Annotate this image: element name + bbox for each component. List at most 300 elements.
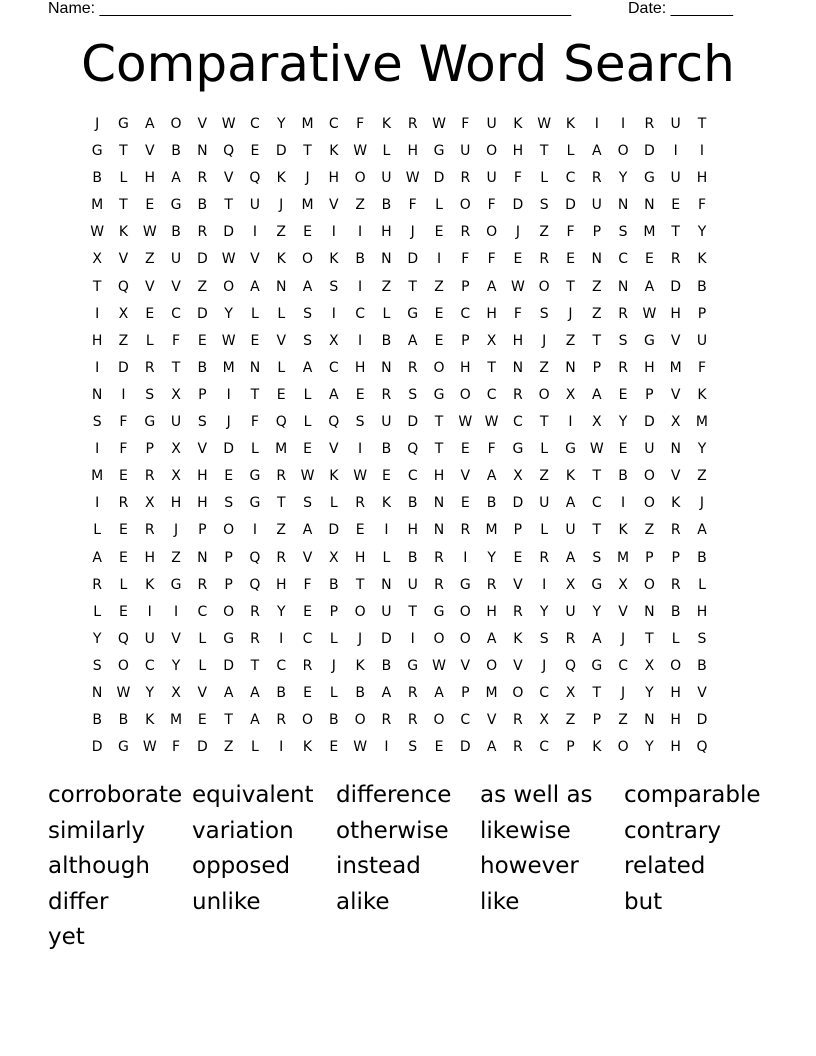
grid-letter: I: [147, 603, 152, 620]
grid-letter: P: [224, 576, 233, 593]
grid-letter: B: [381, 657, 392, 674]
grid-letter: B: [670, 603, 681, 620]
grid-letter: E: [276, 386, 286, 403]
grid-letter: I: [95, 495, 100, 512]
grid-letter: A: [250, 278, 260, 295]
grid-letter: K: [276, 251, 286, 268]
grid-letter: S: [224, 495, 234, 512]
grid-letter: I: [226, 386, 231, 403]
grid-letter: B: [197, 197, 208, 214]
grid-letter: V: [171, 278, 181, 295]
grid-letter: R: [618, 359, 628, 376]
grid-letter: H: [670, 739, 681, 756]
grid-letter: J: [542, 657, 547, 674]
grid-letter: D: [196, 251, 208, 268]
grid-letter: Z: [539, 224, 549, 241]
grid-letter: L: [382, 549, 391, 566]
grid-letter: Z: [276, 522, 287, 539]
grid-letter: R: [670, 522, 681, 539]
grid-letter: D: [328, 522, 340, 539]
grid-letter: V: [302, 549, 313, 566]
grid-letter: R: [197, 224, 208, 241]
grid-letter: J: [95, 116, 100, 132]
grid-letter: H: [644, 359, 655, 376]
grid-letter: E: [224, 468, 234, 485]
word-bank-item: although: [48, 853, 150, 879]
grid-letter: Z: [591, 305, 602, 322]
grid-letter: Z: [697, 468, 707, 485]
grid-letter: F: [356, 116, 365, 132]
grid-letter: W: [353, 468, 368, 485]
grid-letter: H: [512, 332, 524, 349]
grid-letter: W: [116, 684, 131, 701]
grid-letter: E: [303, 684, 312, 701]
grid-letter: E: [434, 739, 444, 756]
grid-letter: E: [513, 251, 523, 268]
grid-letter: Y: [145, 684, 155, 701]
word-bank-item: but: [624, 888, 663, 915]
grid-letter: M: [669, 359, 682, 376]
grid-letter: L: [198, 630, 207, 647]
grid-letter: U: [486, 170, 497, 187]
grid-letter: K: [118, 224, 129, 241]
grid-letter: Z: [591, 278, 602, 295]
grid-letter: V: [329, 441, 339, 458]
grid-letter: L: [329, 495, 338, 512]
grid-letter: Q: [696, 739, 708, 756]
grid-letter: A: [592, 143, 602, 160]
grid-letter: L: [198, 657, 207, 674]
grid-letter: C: [144, 657, 155, 674]
grid-letter: B: [381, 197, 392, 214]
grid-letter: P: [645, 549, 654, 566]
grid-letter: R: [355, 495, 365, 512]
grid-letter: I: [331, 305, 336, 322]
grid-letter: D: [223, 657, 235, 674]
grid-letter: D: [670, 278, 682, 295]
grid-letter: G: [223, 630, 235, 647]
grid-letter: S: [303, 495, 312, 512]
grid-letter: N: [91, 386, 103, 403]
word-bank-item: variation: [192, 817, 294, 844]
grid-letter: B: [697, 549, 707, 566]
grid-letter: Z: [276, 224, 287, 241]
grid-letter: B: [381, 441, 392, 458]
grid-letter: F: [697, 359, 706, 376]
grid-letter: U: [670, 116, 681, 132]
grid-letter: S: [539, 197, 549, 214]
grid-letter: M: [695, 414, 709, 431]
grid-letter: O: [643, 576, 655, 593]
grid-letter: T: [697, 116, 707, 132]
grid-letter: R: [618, 305, 628, 322]
grid-letter: H: [381, 224, 392, 241]
grid-letter: B: [92, 712, 102, 729]
grid-letter: P: [592, 359, 602, 376]
word-bank-item: equivalent: [192, 782, 314, 808]
grid-letter: A: [486, 468, 497, 485]
grid-letter: H: [328, 170, 340, 187]
grid-letter: M: [169, 712, 183, 729]
word-bank-item: as well as: [480, 782, 593, 808]
grid-letter: Z: [197, 278, 208, 295]
grid-letter: S: [618, 224, 628, 241]
grid-letter: T: [645, 630, 654, 647]
grid-letter: W: [458, 414, 473, 431]
word-bank-item: differ: [48, 888, 109, 915]
grid-letter: Z: [223, 739, 234, 756]
grid-letter: V: [223, 170, 234, 187]
grid-letter: V: [118, 251, 129, 268]
grid-letter: L: [540, 170, 549, 187]
grid-letter: Q: [249, 576, 261, 593]
grid-letter: K: [513, 116, 523, 132]
grid-letter: R: [670, 251, 681, 268]
grid-letter: L: [698, 576, 706, 593]
grid-letter: L: [119, 170, 128, 187]
grid-letter: B: [618, 468, 628, 485]
grid-letter: I: [384, 739, 389, 756]
grid-letter: K: [671, 495, 681, 512]
grid-letter: G: [249, 495, 261, 512]
grid-letter: I: [358, 332, 363, 349]
grid-letter: I: [384, 522, 389, 539]
grid-letter: P: [224, 549, 233, 566]
grid-letter: V: [460, 657, 471, 674]
grid-letter: J: [305, 170, 310, 187]
grid-letter: I: [673, 143, 678, 160]
header-line: [48, 0, 748, 20]
grid-letter: E: [434, 305, 444, 322]
grid-letter: T: [119, 143, 128, 160]
grid-letter: T: [224, 712, 233, 729]
grid-letter: O: [643, 468, 655, 485]
grid-letter: E: [145, 305, 155, 322]
grid-letter: E: [250, 332, 260, 349]
grid-letter: R: [118, 495, 129, 512]
grid-letter: G: [565, 441, 576, 458]
grid-letter: C: [460, 305, 471, 322]
grid-letter: G: [407, 305, 419, 322]
grid-letter: O: [433, 630, 445, 647]
grid-letter: E: [329, 739, 339, 756]
grid-letter: G: [144, 414, 156, 431]
grid-letter: Y: [276, 603, 286, 620]
grid-letter: K: [329, 468, 339, 485]
grid-letter: W: [432, 116, 446, 132]
grid-letter: E: [381, 468, 391, 485]
grid-letter: Q: [117, 278, 129, 295]
grid-letter: E: [303, 224, 312, 241]
grid-letter: M: [222, 359, 235, 376]
grid-letter: P: [329, 603, 339, 620]
grid-letter: K: [145, 712, 155, 729]
grid-letter: E: [513, 549, 523, 566]
grid-letter: G: [407, 657, 419, 674]
grid-letter: T: [355, 576, 365, 593]
grid-letter: P: [592, 224, 602, 241]
grid-letter: I: [121, 386, 126, 403]
grid-letter: F: [513, 170, 522, 187]
grid-letter: R: [407, 116, 418, 132]
grid-letter: F: [119, 441, 128, 458]
grid-letter: K: [145, 576, 155, 593]
grid-letter: A: [592, 386, 602, 403]
grid-letter: E: [303, 603, 312, 620]
grid-letter: E: [644, 251, 654, 268]
grid-letter: S: [197, 414, 207, 431]
grid-letter: D: [223, 441, 235, 458]
grid-letter: P: [461, 684, 470, 701]
grid-letter: H: [460, 359, 471, 376]
grid-letter: C: [407, 468, 418, 485]
grid-letter: H: [486, 305, 497, 322]
grid-letter: O: [354, 603, 366, 620]
grid-letter: E: [434, 224, 444, 241]
grid-letter: U: [565, 522, 576, 539]
grid-letter: L: [251, 305, 259, 322]
grid-letter: X: [171, 386, 181, 403]
grid-letter: A: [250, 684, 260, 701]
grid-letter: X: [670, 414, 681, 431]
grid-letter: V: [618, 603, 628, 620]
grid-letter: B: [355, 684, 365, 701]
grid-letter: R: [197, 576, 208, 593]
word-bank-item: contrary: [624, 817, 721, 844]
grid-letter: E: [355, 386, 365, 403]
grid-letter: Z: [144, 251, 155, 268]
grid-letter: R: [144, 522, 155, 539]
grid-letter: V: [144, 143, 155, 160]
grid-letter: Q: [249, 170, 261, 187]
word-bank-item: opposed: [192, 853, 291, 879]
grid-letter: N: [644, 197, 655, 214]
grid-letter: L: [566, 143, 575, 160]
grid-letter: L: [119, 576, 128, 593]
grid-letter: L: [435, 197, 443, 214]
grid-letter: F: [461, 116, 470, 132]
grid-letter: T: [119, 197, 128, 214]
grid-letter: T: [671, 224, 680, 241]
grid-letter: Y: [487, 549, 496, 566]
grid-letter: B: [197, 359, 208, 376]
grid-letter: Z: [171, 549, 181, 566]
grid-letter: L: [329, 684, 338, 701]
grid-letter: C: [565, 170, 576, 187]
grid-letter: X: [486, 332, 497, 349]
grid-letter: R: [407, 684, 418, 701]
grid-letter: C: [276, 657, 287, 674]
word-bank-item: like: [480, 888, 520, 915]
grid-letter: H: [696, 170, 708, 187]
grid-letter: H: [670, 305, 681, 322]
grid-letter: V: [197, 116, 208, 132]
grid-letter: I: [173, 603, 179, 620]
grid-letter: X: [118, 305, 129, 322]
grid-letter: Z: [618, 712, 628, 729]
grid-letter: Y: [92, 630, 102, 647]
grid-letter: T: [566, 278, 575, 295]
grid-letter: I: [95, 359, 100, 376]
grid-letter: O: [433, 712, 445, 729]
grid-letter: L: [93, 522, 102, 539]
grid-letter: S: [92, 657, 102, 674]
grid-letter: A: [565, 549, 576, 566]
grid-letter: P: [198, 522, 207, 539]
grid-letter: E: [618, 441, 628, 458]
grid-letter: V: [460, 468, 471, 485]
grid-letter: O: [459, 197, 471, 214]
grid-letter: G: [249, 468, 261, 485]
grid-letter: A: [434, 684, 444, 701]
grid-letter: N: [512, 359, 524, 376]
grid-letter: L: [251, 739, 259, 756]
grid-letter: I: [436, 251, 442, 268]
grid-letter: F: [172, 739, 181, 756]
grid-letter: S: [145, 386, 155, 403]
grid-letter: D: [459, 739, 471, 756]
grid-letter: H: [486, 603, 497, 620]
grid-letter: F: [250, 414, 259, 431]
word-bank-item: instead: [336, 853, 421, 879]
grid-letter: W: [221, 251, 236, 268]
grid-letter: J: [410, 224, 415, 241]
grid-letter: Z: [565, 332, 576, 349]
grid-letter: Y: [645, 739, 654, 756]
grid-letter: R: [513, 712, 523, 729]
grid-letter: A: [329, 386, 339, 403]
grid-letter: X: [171, 468, 181, 485]
grid-letter: K: [355, 657, 365, 674]
grid-letter: C: [355, 305, 365, 322]
grid-letter: R: [539, 549, 550, 566]
grid-letter: B: [118, 712, 129, 729]
grid-letter: K: [381, 116, 391, 132]
grid-letter: W: [405, 170, 420, 187]
grid-letter: G: [643, 332, 655, 349]
grid-letter: Y: [618, 414, 628, 431]
grid-letter: R: [565, 630, 576, 647]
grid-letter: T: [224, 197, 233, 214]
grid-letter: J: [173, 522, 179, 539]
grid-letter: G: [433, 603, 445, 620]
grid-letter: S: [618, 332, 628, 349]
grid-letter: E: [119, 549, 128, 566]
grid-letter: M: [485, 684, 498, 701]
grid-letter: O: [670, 657, 682, 674]
grid-letter: V: [197, 441, 208, 458]
grid-letter: R: [407, 712, 418, 729]
grid-letter: P: [461, 332, 470, 349]
grid-letter: W: [589, 441, 604, 458]
grid-letter: L: [93, 603, 102, 620]
grid-letter: D: [223, 224, 235, 241]
grid-letter: B: [381, 332, 392, 349]
word-bank-item: however: [480, 853, 579, 879]
grid-letter: B: [171, 224, 181, 241]
grid-letter: R: [513, 739, 523, 756]
grid-letter: B: [171, 143, 181, 160]
grid-letter: T: [592, 684, 602, 701]
grid-letter: T: [250, 657, 260, 674]
grid-letter: E: [434, 332, 444, 349]
grid-letter: A: [592, 630, 602, 647]
grid-letter: X: [513, 468, 523, 485]
grid-letter: D: [118, 359, 129, 376]
grid-letter: G: [118, 116, 129, 132]
word-bank-item: alike: [336, 888, 390, 915]
grid-letter: O: [459, 603, 471, 620]
grid-letter: H: [433, 468, 445, 485]
grid-letter: R: [460, 170, 471, 187]
grid-letter: R: [434, 549, 444, 566]
grid-letter: E: [119, 603, 128, 620]
name-field-label: Name: _____________________________________________________: [48, 0, 572, 17]
grid-letter: T: [250, 386, 260, 403]
grid-letter: P: [645, 386, 654, 403]
grid-letter: O: [512, 684, 524, 701]
grid-letter: O: [223, 278, 235, 295]
grid-letter: Q: [275, 414, 287, 431]
grid-letter: R: [407, 359, 418, 376]
grid-letter: L: [382, 305, 391, 322]
grid-letter: B: [486, 495, 497, 512]
grid-letter: X: [171, 684, 181, 701]
grid-letter: H: [354, 549, 366, 566]
grid-letter: I: [358, 224, 363, 241]
grid-letter: V: [697, 684, 707, 701]
grid-letter: O: [223, 603, 235, 620]
grid-letter: R: [591, 170, 602, 187]
grid-letter: X: [644, 657, 655, 674]
grid-letter: S: [92, 414, 102, 431]
grid-letter: Q: [407, 441, 419, 458]
grid-letter: L: [329, 630, 338, 647]
grid-letter: S: [592, 549, 602, 566]
grid-letter: D: [381, 630, 392, 647]
grid-letter: H: [512, 143, 524, 160]
grid-letter: W: [221, 116, 236, 132]
grid-letter: K: [329, 251, 339, 268]
grid-letter: N: [644, 603, 655, 620]
grid-letter: W: [142, 224, 157, 241]
grid-letter: R: [250, 603, 260, 620]
grid-letter: N: [197, 549, 208, 566]
grid-letter: Y: [224, 305, 233, 322]
grid-letter: D: [643, 143, 655, 160]
grid-letter: I: [358, 278, 363, 295]
grid-letter: L: [303, 414, 312, 431]
grid-letter: V: [197, 684, 208, 701]
grid-letter: W: [90, 224, 105, 241]
grid-letter: U: [565, 603, 576, 620]
grid-letter: V: [329, 197, 339, 214]
grid-letter: A: [250, 712, 260, 729]
grid-letter: R: [460, 522, 471, 539]
grid-letter: G: [170, 576, 182, 593]
grid-letter: H: [144, 170, 155, 187]
grid-letter: E: [355, 522, 365, 539]
grid-letter: L: [671, 630, 680, 647]
grid-letter: Q: [223, 143, 235, 160]
grid-letter: D: [91, 739, 103, 756]
word-bank: [48, 778, 768, 956]
grid-letter: N: [433, 522, 445, 539]
grid-letter: T: [276, 495, 286, 512]
date-field-label: Date: _______: [628, 0, 733, 17]
grid-letter: V: [276, 332, 287, 349]
word-bank-item: similarly: [48, 817, 146, 844]
